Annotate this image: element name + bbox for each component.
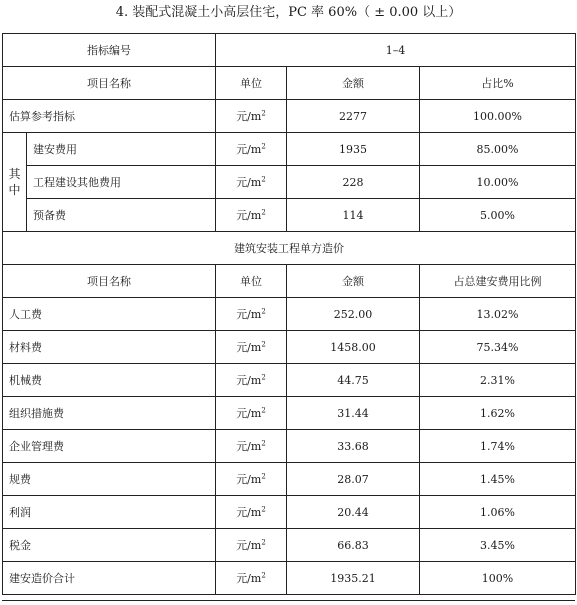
index-value: 1–4: [216, 34, 576, 67]
row-name: 企业管理费: [3, 430, 216, 463]
row-ratio: 100%: [420, 562, 576, 595]
row-amount: 1458.00: [287, 331, 420, 364]
row-name: 税金: [3, 529, 216, 562]
row-ratio: 1.74%: [420, 430, 576, 463]
sub-row: [3, 166, 576, 199]
total-indicator-row: [3, 100, 576, 133]
cost-indicator-table: [2, 33, 576, 595]
row-name: 材料费: [3, 331, 216, 364]
cost-row: [3, 331, 576, 364]
cost-row: [3, 298, 576, 331]
bottom-rule: [2, 600, 575, 601]
row-name: 组织措施费: [3, 397, 216, 430]
row-name: 估算参考指标: [3, 100, 216, 133]
row-ratio: 75.34%: [420, 331, 576, 364]
row-name: 建安费用: [27, 133, 216, 166]
header-item-name: 项目名称: [3, 265, 216, 298]
row-amount: 31.44: [287, 397, 420, 430]
row-ratio: 2.31%: [420, 364, 576, 397]
index-label: 指标编号: [3, 34, 216, 67]
section2-title: 建筑安装工程单方造价: [3, 232, 576, 265]
row-unit: 元$/m^2$: [216, 199, 287, 232]
sub-row: [3, 133, 576, 166]
cost-row: [3, 463, 576, 496]
row-ratio: 1.62%: [420, 397, 576, 430]
row-amount: 114: [287, 199, 420, 232]
row-amount: 44.75: [287, 364, 420, 397]
row-name: 建安造价合计: [3, 562, 216, 595]
header-ratio: 占比%: [420, 67, 576, 100]
header-amount: 金额: [287, 67, 420, 100]
header-unit: 单位: [216, 265, 287, 298]
cost-row: [3, 496, 576, 529]
row-unit: 元$/m^2$: [216, 529, 287, 562]
header-amount: 金额: [287, 265, 420, 298]
index-row: [3, 34, 576, 67]
row-amount: 66.83: [287, 529, 420, 562]
cost-row: [3, 397, 576, 430]
row-unit: 元$/m^2$: [216, 133, 287, 166]
row-amount: 1935: [287, 133, 420, 166]
header-unit: 单位: [216, 67, 287, 100]
row-amount: 28.07: [287, 463, 420, 496]
row-unit: 元$/m^2$: [216, 463, 287, 496]
section2-header-row: [3, 265, 576, 298]
row-ratio: 13.02%: [420, 298, 576, 331]
row-amount: 228: [287, 166, 420, 199]
row-name: 工程建设其他费用: [27, 166, 216, 199]
row-ratio: 5.00%: [420, 199, 576, 232]
cost-row: [3, 430, 576, 463]
header-ratio: 占总建安费用比例: [420, 265, 576, 298]
row-unit: 元$/m^2$: [216, 298, 287, 331]
row-unit: 元$/m^2$: [216, 496, 287, 529]
group-label: 其 中: [3, 133, 27, 232]
header-item-name: 项目名称: [3, 67, 216, 100]
row-unit: 元$/m^2$: [216, 331, 287, 364]
row-unit: 元$/m^2$: [216, 562, 287, 595]
row-unit: 元$/m^2$: [216, 100, 287, 133]
row-amount: 1935.21: [287, 562, 420, 595]
row-amount: 20.44: [287, 496, 420, 529]
row-ratio: 10.00%: [420, 166, 576, 199]
cost-total-row: [3, 562, 576, 595]
row-name: 规费: [3, 463, 216, 496]
row-ratio: 100.00%: [420, 100, 576, 133]
section2-title-row: [3, 232, 576, 265]
row-name: 机械费: [3, 364, 216, 397]
document-title: 4. 装配式混凝土小高层住宅，PC 率 60%（ ± 0.00 以上）: [115, 5, 462, 20]
sub-row: [3, 199, 576, 232]
row-unit: 元$/m^2$: [216, 397, 287, 430]
row-unit: 元$/m^2$: [216, 364, 287, 397]
cost-row: [3, 529, 576, 562]
row-amount: 33.68: [287, 430, 420, 463]
row-amount: 2277: [287, 100, 420, 133]
row-name: 人工费: [3, 298, 216, 331]
row-ratio: 1.06%: [420, 496, 576, 529]
row-unit: 元$/m^2$: [216, 166, 287, 199]
row-name: 利润: [3, 496, 216, 529]
section1-header-row: [3, 67, 576, 100]
cost-row: [3, 364, 576, 397]
row-unit: 元$/m^2$: [216, 430, 287, 463]
row-amount: 252.00: [287, 298, 420, 331]
row-ratio: 85.00%: [420, 133, 576, 166]
row-ratio: 3.45%: [420, 529, 576, 562]
row-name: 预备费: [27, 199, 216, 232]
row-ratio: 1.45%: [420, 463, 576, 496]
